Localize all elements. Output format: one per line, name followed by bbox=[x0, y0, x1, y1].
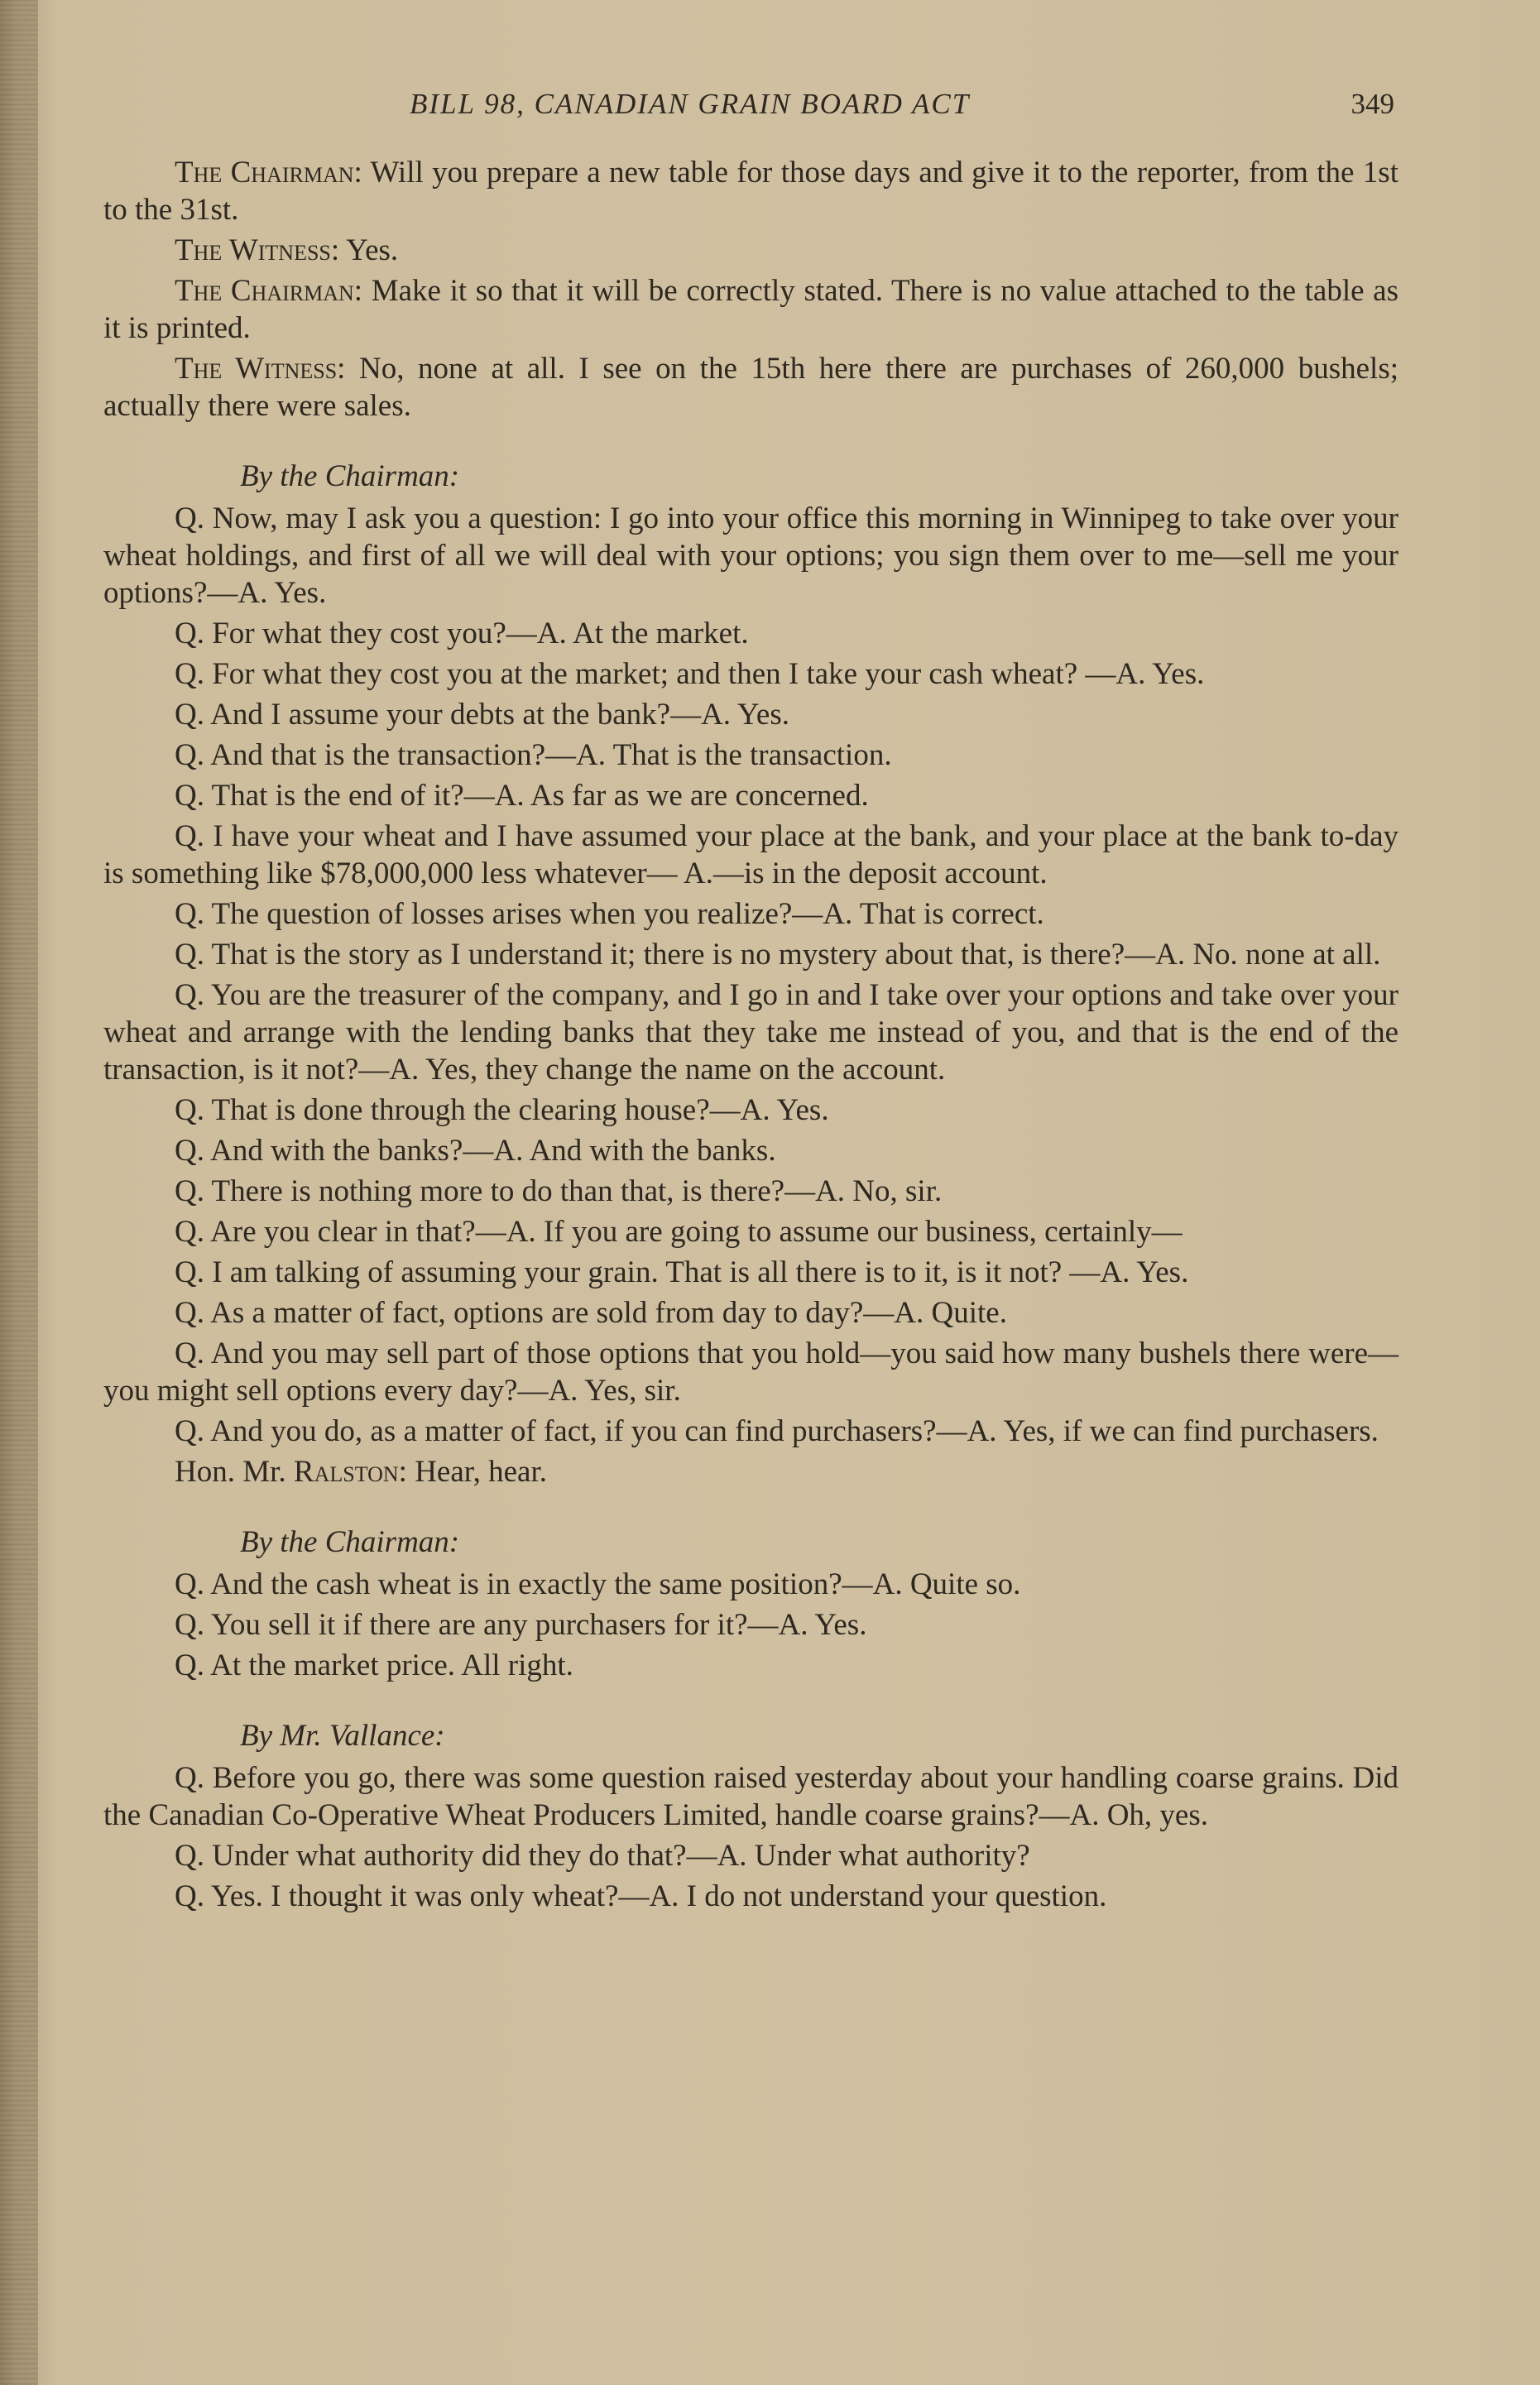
question-answer: Q. That is the story as I understand it; there is no mystery about that, is there?—A. No. none at all. bbox=[175, 938, 1381, 972]
page-header bbox=[103, 88, 1403, 129]
question-answer: Q. That is done through the clearing house?—A. Yes. bbox=[175, 1093, 829, 1127]
page-number: 349 bbox=[1350, 88, 1394, 120]
question-answer: Q. There is nothing more to do than that, is there?—A. No, sir. bbox=[175, 1174, 943, 1208]
question-answer: Q. And I assume your debts at the bank?—A. Yes. bbox=[175, 698, 789, 732]
question-answer: Q. And that is the transaction?—A. That is the transaction. bbox=[175, 738, 892, 772]
paragraph-text: No, none at all. I see on the 15th here there are purchases of 260,000 bushels; actually there were sales. bbox=[103, 352, 1398, 423]
paragraph bbox=[103, 232, 1398, 269]
question-answer: Q. You sell it if there are any purchasers for it?—A. Yes. bbox=[175, 1608, 867, 1642]
paragraph-text: Yes. bbox=[346, 233, 399, 267]
question-answer: Q. And the cash wheat is in exactly the same position?—A. Quite so. bbox=[175, 1567, 1021, 1601]
paragraph bbox=[103, 350, 1398, 425]
question-answer: Q. At the market price. All right. bbox=[175, 1648, 573, 1682]
question-answer: Q. I am talking of assuming your grain. That is all there is to it, is it not? —A. Yes. bbox=[175, 1255, 1189, 1289]
question-answer: Q. Under what authority did they do that?—A. Under what authority? bbox=[175, 1839, 1030, 1873]
question-answer: Q. As a matter of fact, options are sold from day to day?—A. Quite. bbox=[175, 1296, 1007, 1330]
paragraph-text: Make it so that it will be correctly stated. There is no value attached to the table as it is printed. bbox=[103, 274, 1399, 345]
transcript-body bbox=[103, 154, 1398, 1918]
question-answer: Q. Are you clear in that?—A. If you are going to assume our business, certainly— bbox=[175, 1215, 1183, 1249]
question-answer: Q. For what they cost you at the market; and then I take your cash wheat? —A. Yes. bbox=[175, 657, 1205, 691]
question-answer: Q. You are the treasurer of the company, and I go in and I take over your options and take over your wheat and arrange with the lending banks that they take me instead of you, and that is the end of the transaction, is it not?—A. Yes, they change the name on the account. bbox=[103, 978, 1398, 1087]
speaker-label: Ralston: bbox=[293, 1455, 407, 1489]
book-binding-edge bbox=[0, 0, 38, 2385]
question-answer: Q. I have your wheat and I have assumed your place at the bank, and your place at the bank to-day is something like $78,000,000 less whatever— A.—is in the deposit account. bbox=[103, 819, 1398, 890]
question-answer: Q. And you do, as a matter of fact, if you can find purchasers?—A. Yes, if we can find purchasers. bbox=[175, 1414, 1379, 1448]
section-heading: By the Chairman: bbox=[240, 1525, 460, 1559]
question-answer: Q. For what they cost you?—A. At the market. bbox=[175, 617, 749, 650]
running-title: BILL 98, CANADIAN GRAIN BOARD ACT bbox=[410, 88, 971, 120]
question-answer: Q. Now, may I ask you a question: I go into your office this morning in Winnipeg to take over your wheat holdings, and first of all we will deal with your options; you sign them over to me—sell me your options?—A. Yes. bbox=[103, 501, 1398, 610]
paragraph-text: Will you prepare a new table for those days and give it to the reporter, from the 1st to the 31st. bbox=[103, 156, 1398, 227]
question-answer: Q. Yes. I thought it was only wheat?—A. I do not understand your question. bbox=[175, 1879, 1107, 1913]
question-answer: Q. And with the banks?—A. And with the banks. bbox=[175, 1134, 776, 1168]
question-answer: Q. And you may sell part of those options that you hold—you said how many bushels there were—you might sell options every day?—A. Yes, sir. bbox=[103, 1336, 1398, 1408]
question-answer: Q. That is the end of it?—A. As far as we are concerned. bbox=[175, 779, 869, 813]
section-heading: By Mr. Vallance: bbox=[240, 1719, 445, 1753]
paragraph bbox=[103, 272, 1398, 347]
speaker-label: The Chairman: bbox=[175, 274, 363, 308]
section-heading: By the Chairman: bbox=[240, 459, 460, 493]
paragraph-text: Hear, hear. bbox=[415, 1455, 547, 1489]
speaker-prefix: Hon. Mr. bbox=[175, 1455, 286, 1489]
paragraph bbox=[103, 154, 1398, 228]
speaker-label: The Chairman: bbox=[175, 156, 362, 190]
question-answer: Q. Before you go, there was some question raised yesterday about your handling coarse grains. Did the Canadian Co-Operative Wheat Producers Limited, handle coarse grains?—A. Oh, yes. bbox=[103, 1761, 1398, 1832]
speaker-label: The Witness: bbox=[175, 233, 340, 267]
question-answer: Q. The question of losses arises when you realize?—A. That is correct. bbox=[175, 897, 1044, 931]
paragraph bbox=[103, 1453, 1398, 1490]
speaker-label: The Witness: bbox=[175, 352, 346, 386]
